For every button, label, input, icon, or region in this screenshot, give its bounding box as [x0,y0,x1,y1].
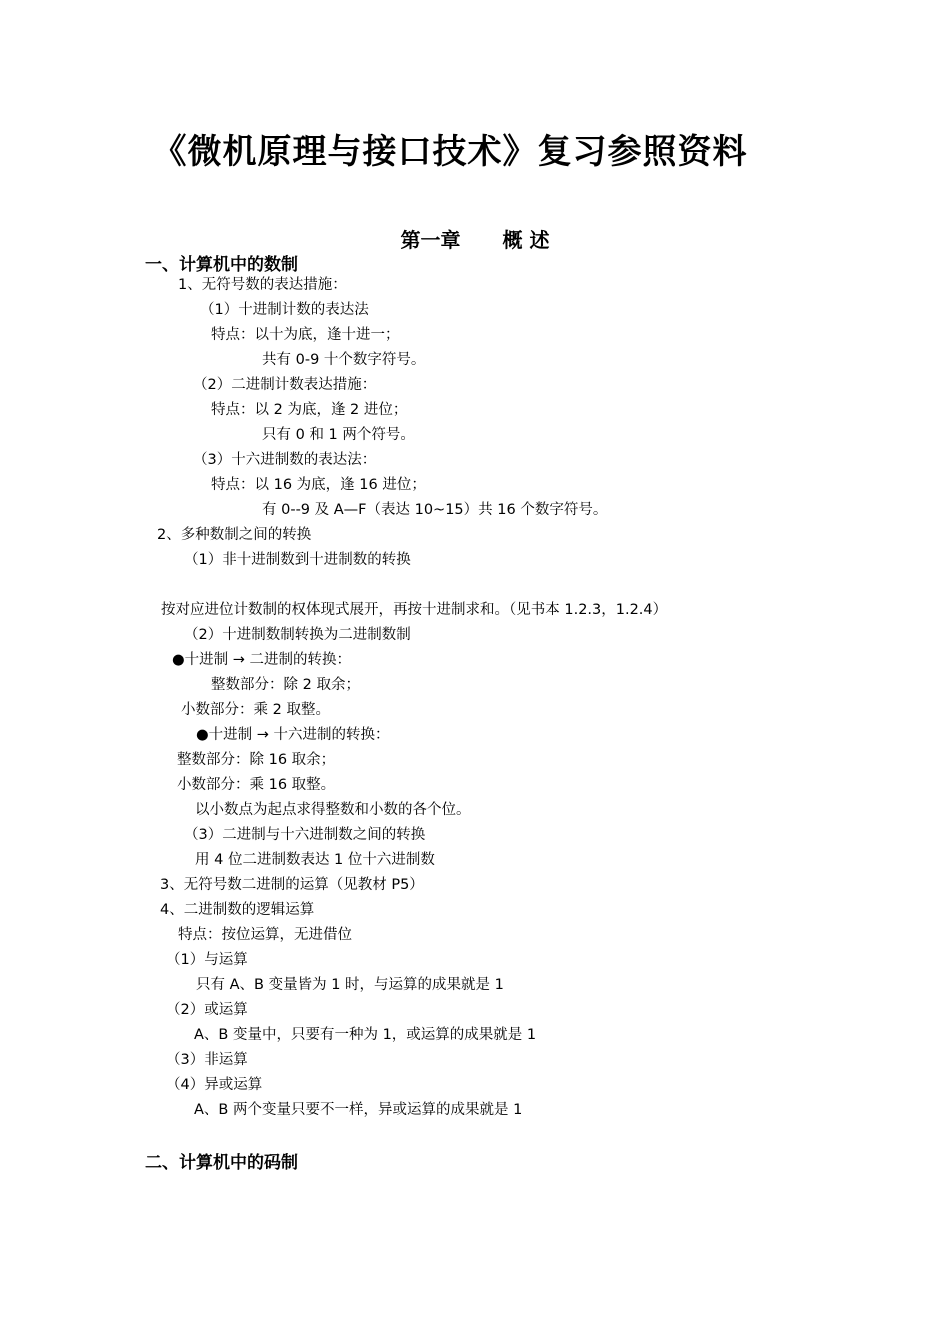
body-line: 只有 0 和 1 两个符号。 [262,427,415,443]
body-line: （3）非运算 [166,1052,248,1068]
body-line: （1）与运算 [166,952,248,968]
body-line: 用 4 位二进制数表达 1 位十六进制数 [195,852,435,868]
body-line: （1）十进制计数的表达法 [200,302,369,318]
body-line: 整数部分：除 16 取余； [177,752,336,768]
body-line: A、B 变量中，只要有一种为 1，或运算的成果就是 1 [194,1027,537,1043]
body-line: 按对应进位计数制的权体现式展开，再按十进制求和。（见书本 1.2.3，1.2.4） [161,602,668,618]
body-line: ●十进制 → 二进制的转换： [172,652,352,668]
section-heading-2: 二、计算机中的码制 [145,1153,298,1173]
body-line: 整数部分：除 2 取余； [211,677,360,693]
body-line: 3、无符号数二进制的运算（见教材 P5） [160,877,424,893]
chapter-name: 概 述 [502,228,550,252]
body-line: A、B 两个变量只要不一样，异或运算的成果就是 1 [194,1102,523,1118]
chapter-heading [0,224,950,253]
body-line: 特点：按位运算，无进借位 [178,927,352,943]
chapter-number: 第一章 [400,228,461,252]
body-line: （2）二进制计数表达措施： [193,377,377,393]
body-line: 特点：以 16 为底，逢 16 进位； [211,477,426,493]
body-line: 小数部分：乘 2 取整。 [181,702,330,718]
body-line: ●十进制 → 十六进制的转换： [196,727,390,743]
body-line: 有 0--9 及 A—F（表达 10~15）共 16 个数字符号。 [262,502,608,518]
body-line: 共有 0-9 十个数字符号。 [262,352,426,368]
body-line: （3）二进制与十六进制数之间的转换 [184,827,426,843]
body-line: 以小数点为起点求得整数和小数的各个位。 [195,802,471,818]
body-line: （2）十进制数制转换为二进制数制 [184,627,411,643]
body-line: 2、多种数制之间的转换 [157,527,312,543]
body-line: 4、二进制数的逻辑运算 [160,902,315,918]
body-line: 特点：以 2 为底，逢 2 进位； [211,402,408,418]
body-line: （2）或运算 [166,1002,248,1018]
body-line: 只有 A、B 变量皆为 1 时，与运算的成果就是 1 [196,977,504,993]
body-line: （3）十六进制数的表达法： [193,452,377,468]
section-heading-1: 一、计算机中的数制 [145,255,298,275]
body-line: 1、无符号数的表达措施： [178,277,347,293]
body-line: 特点：以十为底，逢十进一； [211,327,400,343]
body-line: （4）异或运算 [166,1077,263,1093]
body-line: （1）非十进制数到十进制数的转换 [184,552,411,568]
document-title: 《微机原理与接口技术》复习参照资料 [152,132,748,172]
body-line: 小数部分：乘 16 取整。 [177,777,336,793]
